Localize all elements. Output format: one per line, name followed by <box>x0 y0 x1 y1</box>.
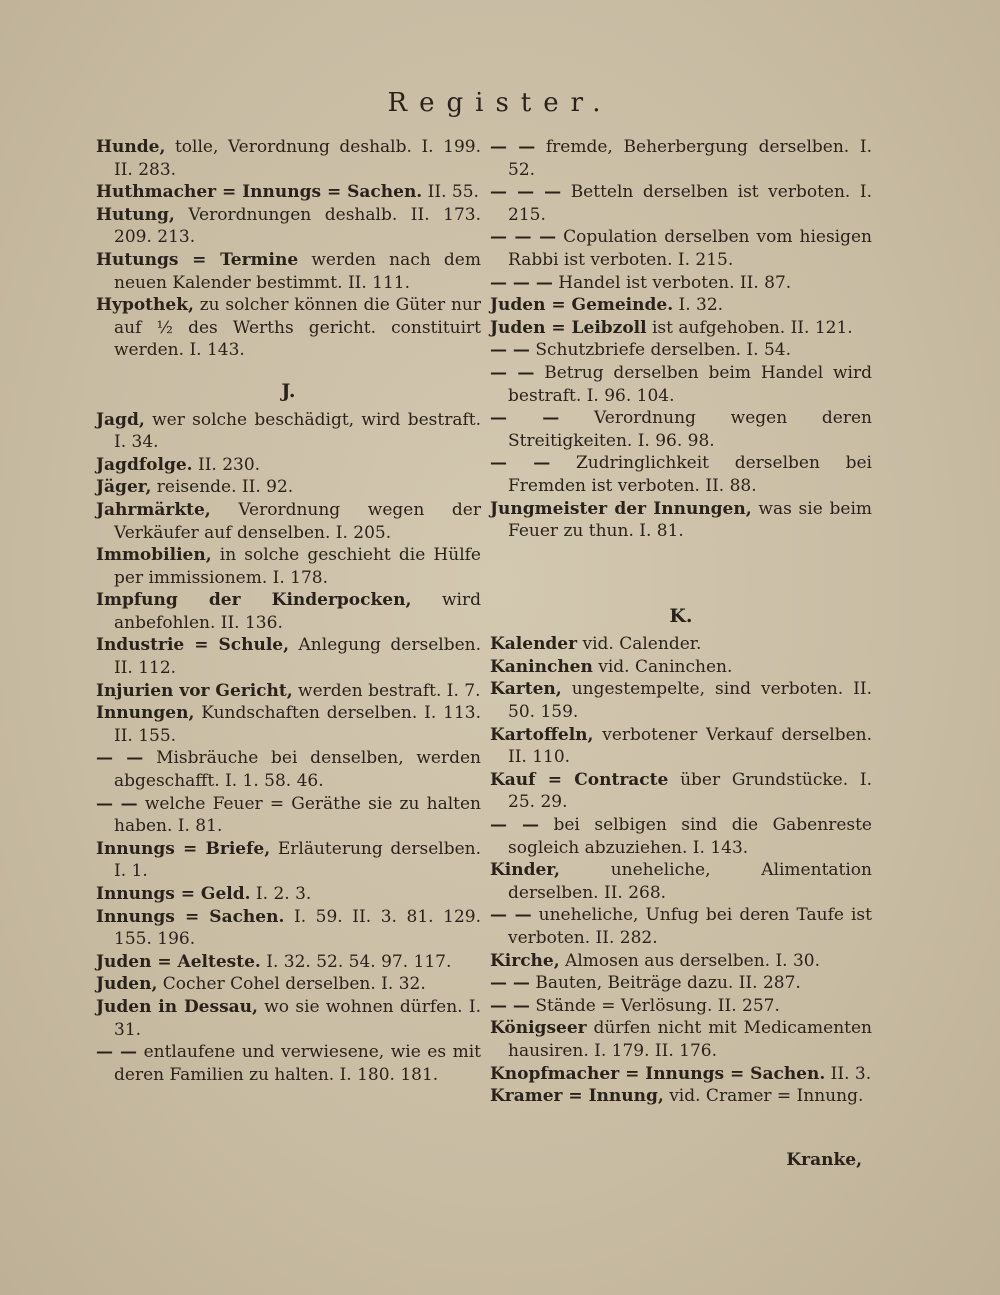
index-entry <box>490 678 872 723</box>
entry-text: wo sie wohnen dürfen. I. 31. <box>114 996 481 1040</box>
entry-text: dürfen nicht mit Medicamenten hausiren. I. 179. II. 176. <box>508 1018 872 1061</box>
entry-keyword: Juden in Dessau, <box>96 996 258 1017</box>
entry-keyword: Huthmacher = Innungs = Sachen. <box>96 182 423 203</box>
entry-text: Verordnungen deshalb. II. 173. 209. 213. <box>114 204 481 248</box>
section-heading: K. <box>669 604 693 627</box>
index-entry <box>490 407 872 452</box>
entry-keyword: Hunde, <box>96 137 166 157</box>
entry-keyword: — — <box>490 408 560 429</box>
index-entry <box>96 702 481 747</box>
index-entry <box>490 498 872 543</box>
entry-text: Almosen aus derselben. I. 30. <box>559 950 821 971</box>
entry-text: II. 230. <box>192 454 261 475</box>
index-entry <box>490 769 872 814</box>
entry-text: Cocher Cohel derselben. I. 32. <box>157 974 426 995</box>
entry-keyword: Jagd, <box>96 409 145 430</box>
index-entry <box>96 634 481 679</box>
index-entry <box>96 1041 481 1086</box>
entry-keyword: — — <box>96 793 138 814</box>
index-entry <box>96 294 481 362</box>
entry-keyword: Hutungs = Termine <box>96 249 299 270</box>
entry-keyword: Jahrmärkte, <box>96 499 211 520</box>
right-column <box>490 136 872 1108</box>
entry-text: wer solche beschädigt, wird bestraft. I. 34. <box>114 409 481 453</box>
index-entry <box>490 272 872 295</box>
entry-text: was sie beim Feuer zu thun. I. 81. <box>508 498 873 542</box>
entry-keyword: Juden = Gemeinde. <box>490 295 674 316</box>
entry-text: vid. Cramer = Innung. <box>663 1086 864 1107</box>
section-heading: J. <box>281 379 296 402</box>
entry-keyword: — — — <box>490 182 562 203</box>
entry-text: ist aufgehoben. II. 121. <box>646 317 853 338</box>
index-entry <box>490 362 872 407</box>
entry-keyword: Juden = Aelteste. <box>96 951 261 972</box>
entry-text: bei selbigen sind die Gabenreste sogleich abzuziehen. I. 143. <box>508 815 872 858</box>
index-entry <box>96 973 481 996</box>
index-entry <box>490 814 872 859</box>
entry-text: I. 32. 52. 54. 97. 117. <box>260 951 452 972</box>
entry-text: Schutzbriefe derselben. I. 54. <box>529 340 791 361</box>
index-entry <box>490 1063 872 1086</box>
index-entry <box>96 476 481 499</box>
entry-keyword: Industrie = Schule, <box>96 635 290 656</box>
entry-text: II. 55. <box>422 182 479 203</box>
entry-text: Erläuterung derselben. I. 1. <box>114 838 482 882</box>
entry-keyword: Innungs = Briefe, <box>96 838 271 859</box>
index-entry <box>490 1085 872 1108</box>
index-entry <box>490 452 872 497</box>
entry-keyword: Kramer = Innung, <box>490 1086 664 1107</box>
index-entry <box>490 317 872 340</box>
index-entry <box>490 656 872 679</box>
index-entry <box>96 249 481 294</box>
page-title: Register. <box>387 88 613 118</box>
entry-text: werden nach dem neuen Kalender bestimmt. II. 111. <box>114 249 481 293</box>
entry-keyword: Hutung, <box>96 204 175 225</box>
index-entry <box>490 950 872 973</box>
entry-text: uneheliche, Alimentation derselben. II. 268. <box>508 860 872 903</box>
index-entry <box>490 1017 872 1062</box>
index-entry <box>490 904 872 949</box>
entry-keyword: Immobilien, <box>96 545 212 566</box>
entry-keyword: Kauf = Contracte <box>490 769 669 790</box>
index-entry <box>96 589 481 634</box>
index-entry <box>96 136 481 181</box>
entry-text: Verordnung wegen deren Streitigkeiten. I. 96. 98. <box>508 408 873 451</box>
entry-text: Anlegung derselben. II. 112. <box>114 635 481 679</box>
entry-keyword: Königseer <box>490 1018 587 1039</box>
entry-keyword: Jungmeister der Innungen, <box>490 498 752 519</box>
entry-text: welche Feuer = Geräthe sie zu halten haben. I. 81. <box>114 793 481 837</box>
entry-text: wird anbefohlen. II. 136. <box>114 590 481 633</box>
index-entry <box>96 906 481 951</box>
index-entry <box>490 724 872 769</box>
entry-text: Verordnung wegen der Verkäufer auf denselben. I. 205. <box>114 499 481 543</box>
entry-keyword: Impfung der Kinderpocken, <box>96 590 412 611</box>
spacer <box>490 543 872 587</box>
entry-text: Handel ist verboten. II. 87. <box>552 272 792 293</box>
entry-keyword: — — <box>490 815 539 836</box>
index-entry <box>490 294 872 317</box>
entry-text: in solche geschieht die Hülfe per immissionem. I. 178. <box>114 545 481 588</box>
entry-text: vid. Calender. <box>577 634 702 655</box>
entry-keyword: Karten, <box>490 679 562 700</box>
entry-text: I. 32. <box>673 295 724 316</box>
entry-keyword: — — <box>490 995 530 1016</box>
entry-text: verbotener Verkauf derselben. II. 110. <box>508 724 872 768</box>
entry-keyword: Jagdfolge. <box>96 454 193 475</box>
entry-keyword: Kirche, <box>490 950 560 971</box>
entry-text: I. 59. II. 3. 81. 129. 155. 196. <box>114 906 481 950</box>
index-entry <box>490 859 872 904</box>
entry-keyword: — — <box>490 340 530 361</box>
index-entry <box>96 838 481 883</box>
index-entry <box>96 883 481 906</box>
index-entry <box>96 454 481 477</box>
entry-text: fremde, Beherbergung derselben. I. 52. <box>508 137 873 180</box>
catchword: Kranke, <box>786 1150 862 1170</box>
index-entry <box>490 181 872 226</box>
entry-text: entlaufene und verwiesene, wie es mit deren Familien zu halten. I. 180. 181. <box>114 1042 481 1085</box>
index-entry <box>96 747 481 792</box>
index-entry <box>490 972 872 995</box>
entry-keyword: Kalender <box>490 634 578 655</box>
index-entry <box>96 793 481 838</box>
index-entry <box>490 136 872 181</box>
entry-text: ungestempelte, sind verboten. II. 50. 159. <box>508 679 872 723</box>
entry-text: tolle, Verordnung deshalb. I. 199. II. 283. <box>114 137 481 180</box>
entry-keyword: — — <box>490 973 530 994</box>
entry-keyword: Injurien vor Gericht, <box>96 680 293 701</box>
entry-text: Stände = Verlösung. II. 257. <box>529 995 780 1016</box>
entry-keyword: Innungs = Geld. <box>96 884 251 904</box>
entry-text: Kundschaften derselben. I. 113. II. 155. <box>114 703 481 746</box>
index-entry <box>490 633 872 656</box>
entry-keyword: — — <box>490 453 551 474</box>
entry-text: Misbräuche bei denselben, werden abgeschafft. I. 1. 58. 46. <box>114 748 481 792</box>
index-entry <box>96 951 481 974</box>
index-entry <box>490 995 872 1018</box>
entry-keyword: Innungen, <box>96 703 195 724</box>
entry-keyword: Jäger, <box>96 477 152 498</box>
index-entry <box>96 409 481 454</box>
entry-keyword: Juden = Leibzoll <box>490 317 647 338</box>
index-entry <box>96 680 481 703</box>
index-entry <box>96 181 481 204</box>
index-entry <box>490 226 872 271</box>
entry-keyword: Juden, <box>96 974 158 995</box>
entry-keyword: — — <box>490 362 535 383</box>
entry-text: Betrug derselben beim Handel wird bestraft. I. 96. 104. <box>508 362 872 406</box>
entry-text: über Grundstücke. I. 25. 29. <box>508 769 872 813</box>
entry-text: uneheliche, Unfug bei deren Taufe ist verboten. II. 282. <box>508 905 872 948</box>
entry-text: Zudringlichkeit derselben bei Fremden ist verboten. II. 88. <box>508 453 872 496</box>
index-entry <box>96 204 481 249</box>
index-entry <box>96 499 481 544</box>
entry-text: I. 2. 3. <box>250 884 312 904</box>
entry-text: Copulation derselben vom hiesigen Rabbi ist verboten. I. 215. <box>508 227 872 270</box>
entry-keyword: — — — <box>490 227 557 248</box>
entry-keyword: Kaninchen <box>490 656 593 677</box>
entry-keyword: Hypothek, <box>96 295 194 316</box>
entry-keyword: — — <box>96 1042 138 1063</box>
index-entry <box>96 544 481 589</box>
entry-text: Bauten, Beiträge dazu. II. 287. <box>529 973 801 994</box>
entry-keyword: — — <box>490 137 536 157</box>
entry-text: reisende. II. 92. <box>151 477 294 498</box>
index-entry <box>490 339 872 362</box>
entry-keyword: Knopfmacher = Innungs = Sachen. <box>490 1063 826 1084</box>
entry-keyword: Kinder, <box>490 860 560 881</box>
entry-keyword: Innungs = Sachen. <box>96 906 285 927</box>
entry-text: zu solcher können die Güter nur auf ½ des Werths gericht. constituirt werden. I. 143. <box>114 295 481 361</box>
entry-text: II. 3. <box>825 1063 872 1084</box>
entry-text: Betteln derselben ist verboten. I. 215. <box>508 182 872 225</box>
entry-keyword: — — <box>96 748 144 769</box>
entry-text: werden bestraft. I. 7. <box>292 680 481 701</box>
index-entry <box>96 996 481 1041</box>
entry-keyword: Kartoffeln, <box>490 724 594 745</box>
entry-keyword: — — <box>490 905 532 926</box>
left-column <box>96 136 481 1086</box>
entry-keyword: — — — <box>490 272 553 293</box>
entry-text: vid. Caninchen. <box>592 656 733 677</box>
